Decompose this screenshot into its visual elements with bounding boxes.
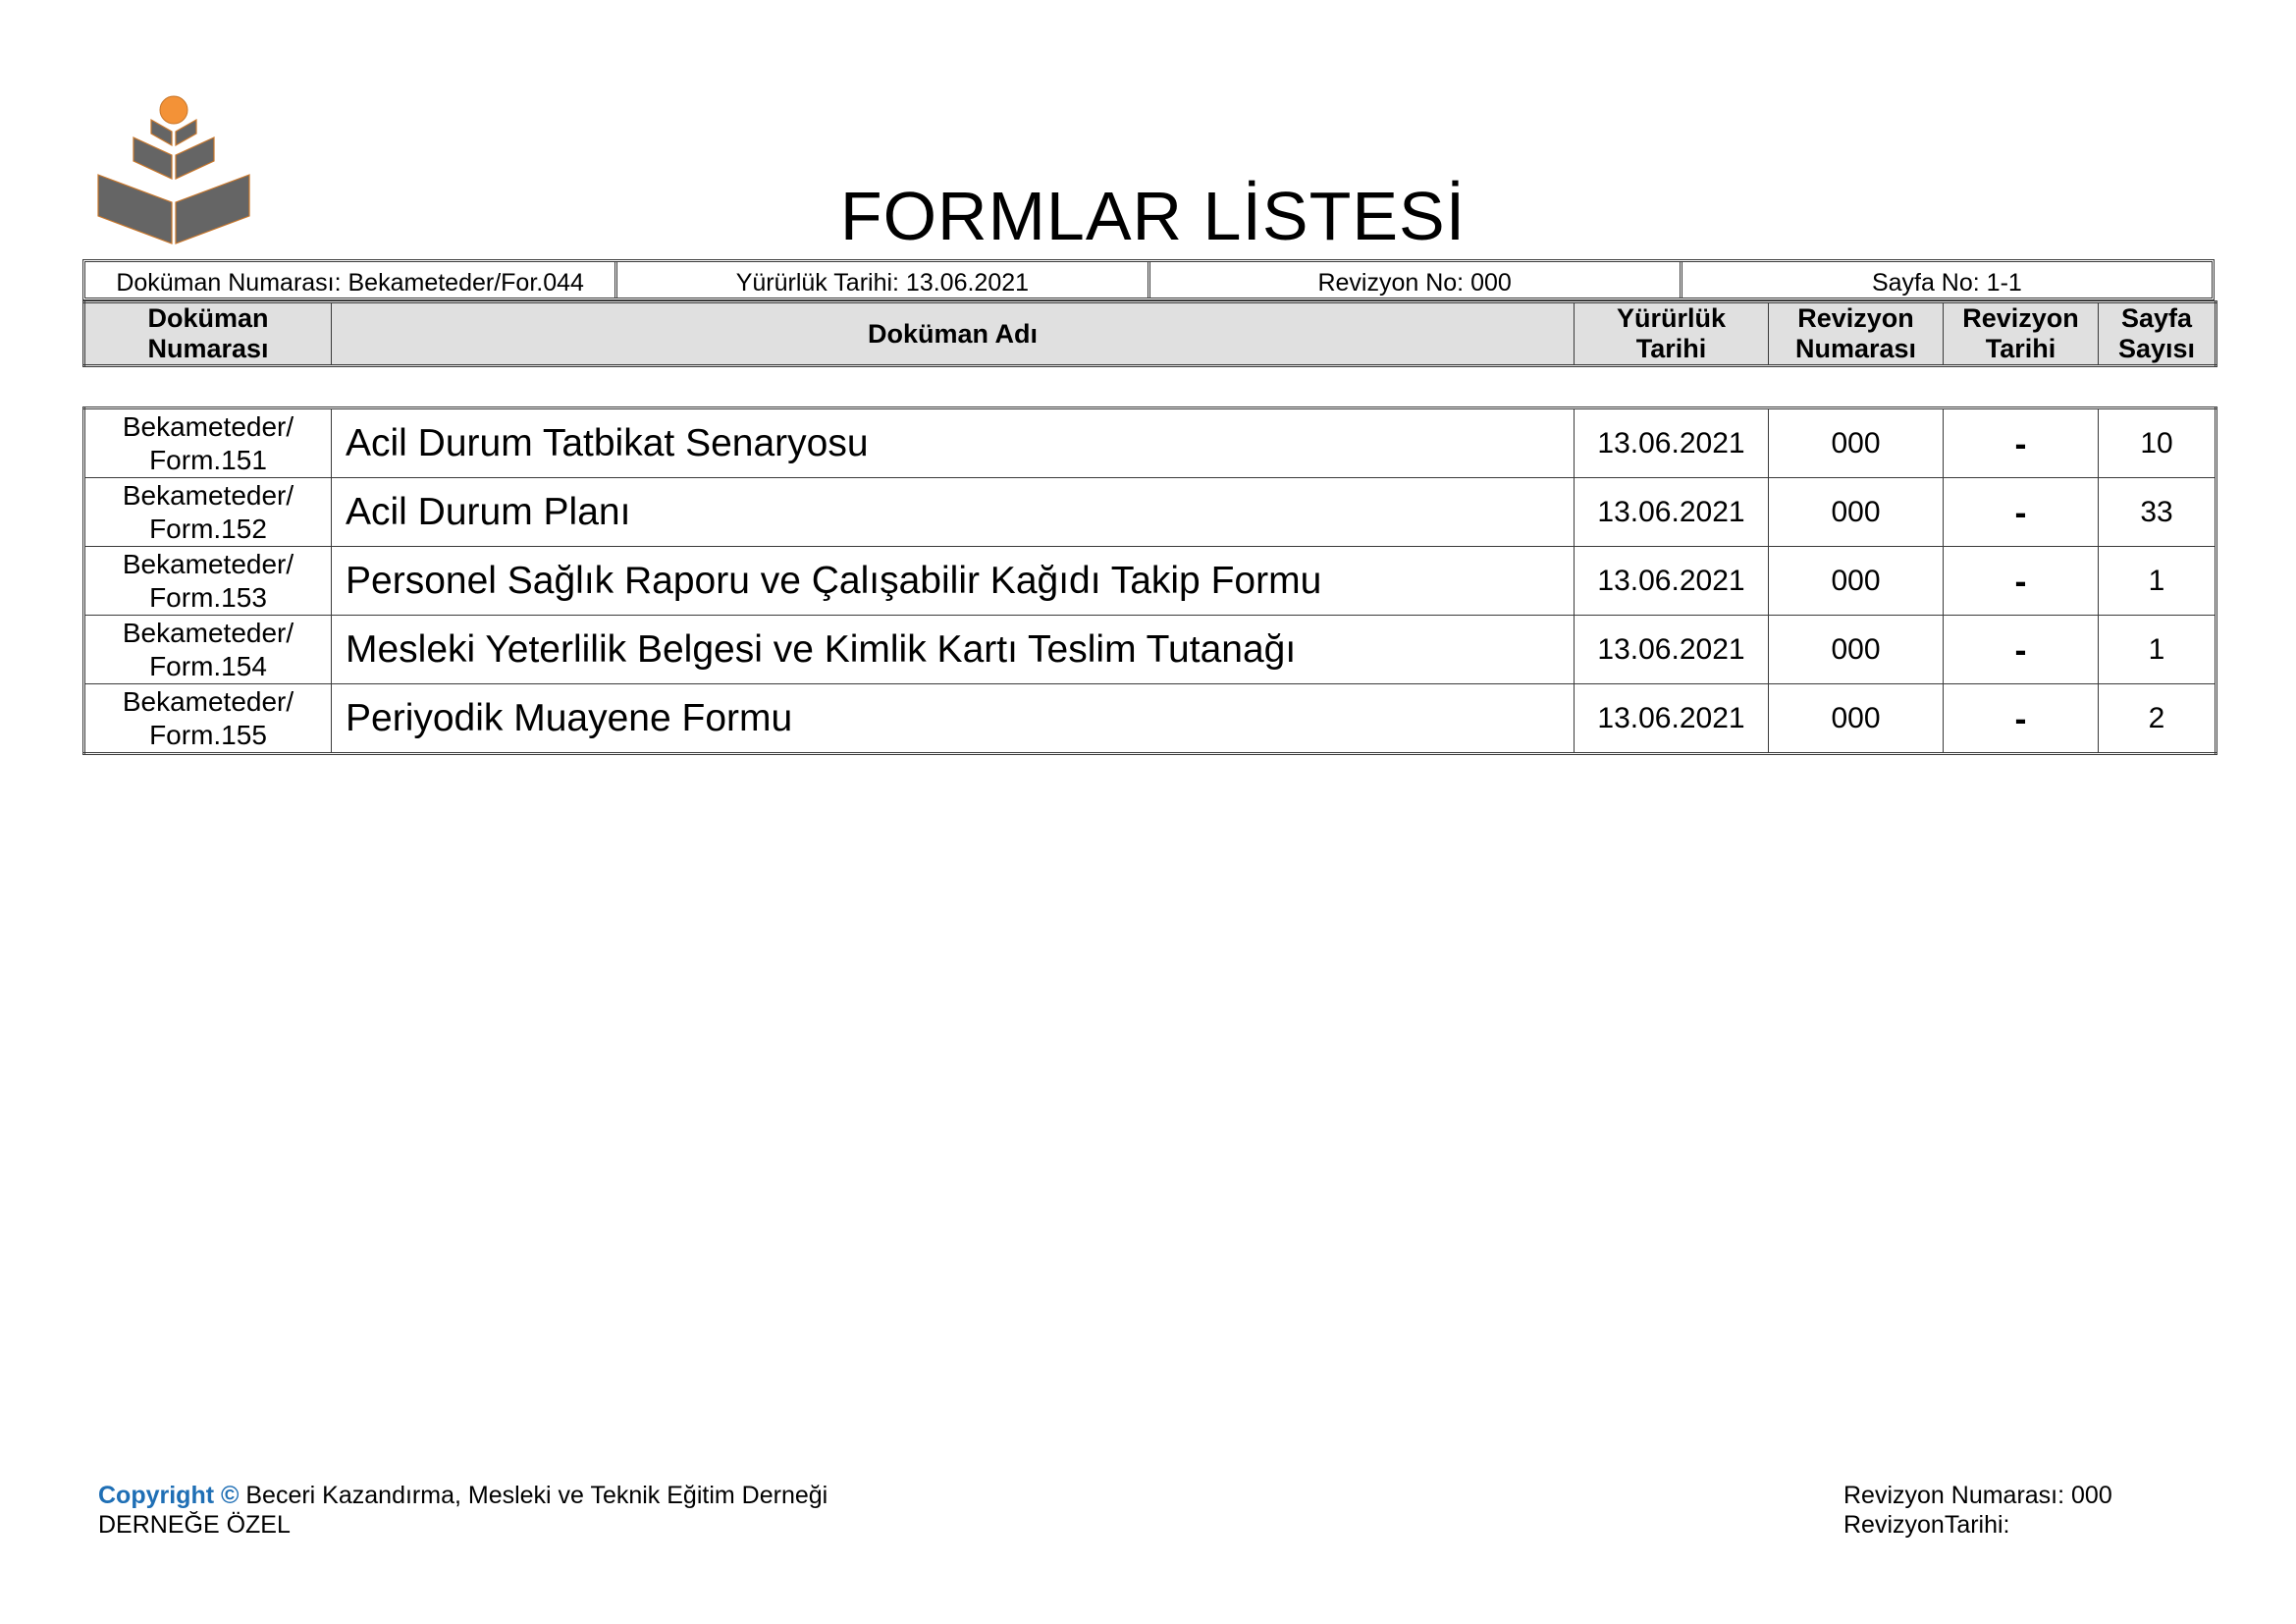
doc-name-cell: Acil Durum Planı [332,478,1575,547]
footer-revision-info [1843,1481,2112,1540]
effective-date-cell: 13.06.2021 [1575,408,1769,478]
organization-name: Beceri Kazandırma, Mesleki ve Teknik Eğitim Derneği [245,1482,828,1509]
col-header-doc-number: Doküman Numarası [84,302,332,366]
revision-date-cell: - [1944,616,2099,684]
column-header-table [82,300,2217,367]
effective-date-cell: 13.06.2021 [1575,616,1769,684]
footer-revision-date: RevizyonTarihi: [1843,1511,2010,1539]
revision-number-cell: 000 [1769,616,1944,684]
doc-name-cell: Personel Sağlık Raporu ve Çalışabilir Kağıdı Takip Formu [332,547,1575,616]
table-row [84,616,2216,684]
doc-number-cell: Bekameteder/ Form.154 [84,616,332,684]
revision-number-cell: 000 [1769,547,1944,616]
col-header-revision-date: Revizyon Tarihi [1944,302,2099,366]
col-header-doc-name: Doküman Adı [332,302,1575,366]
col-header-revision-number: Revizyon Numarası [1769,302,1944,366]
effective-date-cell: 13.06.2021 [1575,547,1769,616]
private-note: DERNEĞE ÖZEL [98,1511,291,1539]
doc-number-cell: Bekameteder/ Form.152 [84,478,332,547]
effective-date-cell: 13.06.2021 [1575,684,1769,754]
page-count-cell: 2 [2099,684,2216,754]
meta-effective-date: Yürürlük Tarihi: 13.06.2021 [617,262,1149,298]
copyright-label: Copyright © [98,1482,240,1509]
doc-number-cell: Bekameteder/ Form.153 [84,547,332,616]
revision-date-cell: - [1944,684,2099,754]
col-header-page-count: Sayfa Sayısı [2099,302,2216,366]
page-title: FORMLAR LİSTESİ [839,178,1467,254]
footer-copyright [98,1481,828,1540]
document-meta-row [82,259,2215,300]
doc-name-cell: Mesleki Yeterlilik Belgesi ve Kimlik Kartı Teslim Tutanağı [332,616,1575,684]
revision-number-cell: 000 [1769,684,1944,754]
effective-date-cell: 13.06.2021 [1575,478,1769,547]
doc-name-cell: Acil Durum Tatbikat Senaryosu [332,408,1575,478]
meta-page-no: Sayfa No: 1-1 [1871,269,2022,297]
page-count-cell: 33 [2099,478,2216,547]
page-count-cell: 10 [2099,408,2216,478]
page-count-cell: 1 [2099,616,2216,684]
revision-date-cell: - [1944,547,2099,616]
revision-number-cell: 000 [1769,478,1944,547]
forms-table [82,406,2217,755]
meta-doc-number: Doküman Numarası: Bekameteder/For.044 [85,262,617,298]
doc-number-cell: Bekameteder/ Form.155 [84,684,332,754]
table-row [84,478,2216,547]
revision-number-cell: 000 [1769,408,1944,478]
doc-number-cell: Bekameteder/ Form.151 [84,408,332,478]
doc-name-cell: Periyodik Muayene Formu [332,684,1575,754]
page-count-cell: 1 [2099,547,2216,616]
revision-date-cell: - [1944,408,2099,478]
meta-revision-no: Revizyon No: 000 [1150,262,1682,298]
footer-revision-number: Revizyon Numarası: 000 [1843,1482,2112,1509]
table-row [84,547,2216,616]
revision-date-cell: - [1944,478,2099,547]
table-row [84,408,2216,478]
col-header-effective-date: Yürürlük Tarihi [1575,302,1769,366]
table-row [84,684,2216,754]
